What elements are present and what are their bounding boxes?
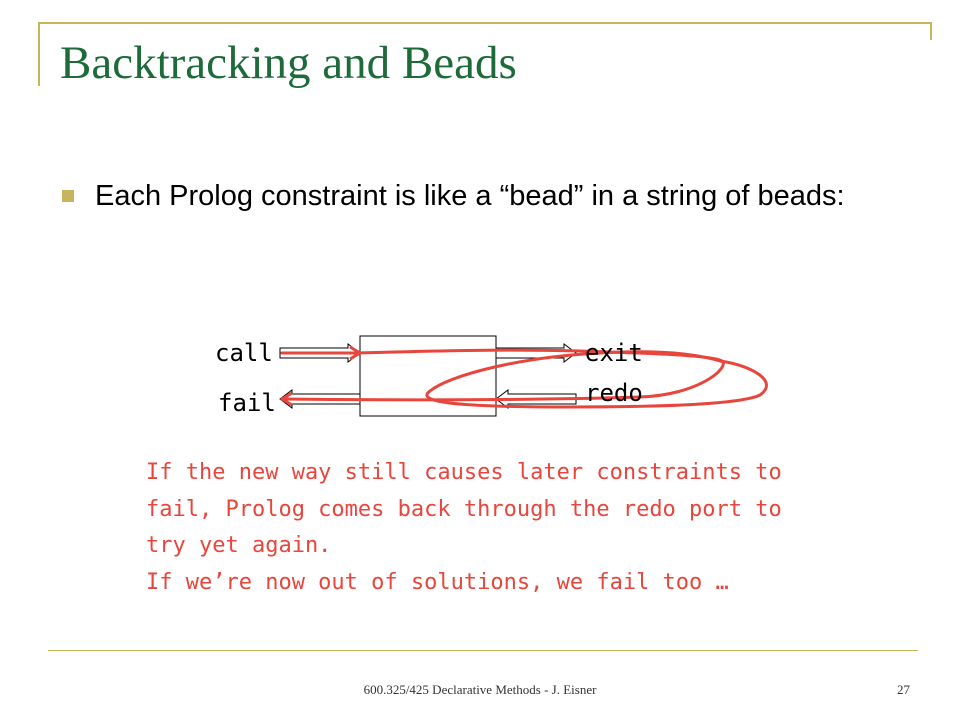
slide-title: Backtracking and Beads xyxy=(60,37,517,89)
footer-rule xyxy=(48,650,918,651)
footer-course: 600.325/425 Declarative Methods - J. Eisner xyxy=(363,682,597,697)
bead-diagram xyxy=(200,325,760,425)
annotation-note xyxy=(146,455,886,601)
bullet-text: Each Prolog constraint is like a “bead” in a string of beads: xyxy=(95,180,845,212)
bullet-square-icon xyxy=(62,190,74,202)
frame-left-rule xyxy=(38,22,40,86)
port-label-exit: exit xyxy=(585,339,643,367)
page-number: 27 xyxy=(897,682,910,697)
port-label-redo: redo xyxy=(585,379,643,407)
note-line: fail, Prolog comes back through the redo port to xyxy=(146,496,782,522)
note-line: If we’re now out of solutions, we fail too … xyxy=(146,569,729,595)
frame-right-rule xyxy=(930,22,932,40)
note-line: try yet again. xyxy=(146,533,332,558)
port-label-call: call xyxy=(215,339,273,367)
port-label-fail: fail xyxy=(218,389,276,417)
frame-top-rule xyxy=(38,22,932,24)
note-line: If the new way still causes later constraints to xyxy=(146,460,782,485)
